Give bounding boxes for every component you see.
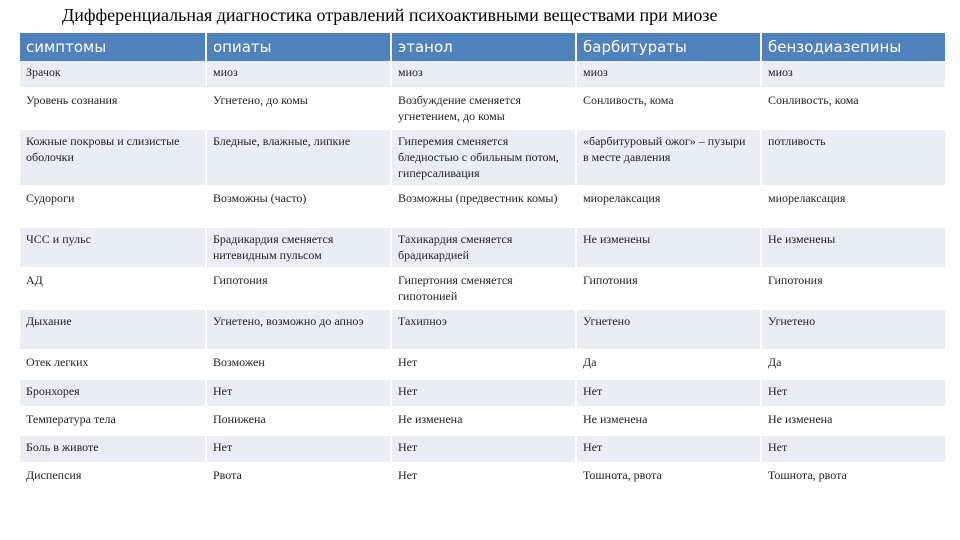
- cell-benzodiazepines: Не изменена: [761, 407, 945, 435]
- cell-symptom: Диспепсия: [20, 463, 206, 492]
- cell-ethanol: Не изменена: [391, 407, 576, 435]
- cell-symptom: ЧСС и пульс: [20, 227, 206, 268]
- cell-opiates: Рвота: [206, 463, 391, 492]
- cell-ethanol: Тахипноэ: [391, 309, 576, 350]
- table-row: [20, 407, 945, 435]
- cell-barbiturates: миоз: [576, 61, 761, 88]
- cell-opiates: Возможны (часто): [206, 186, 391, 227]
- cell-symptom: Отек легких: [20, 350, 206, 379]
- table-row: [20, 61, 945, 88]
- cell-barbiturates: «барбитуровый ожог» – пузыри в месте давления: [576, 129, 761, 186]
- table-body: [20, 61, 945, 492]
- header-cell-symptoms: симптомы: [20, 33, 206, 61]
- table-row: [20, 463, 945, 492]
- cell-opiates: Нет: [206, 435, 391, 463]
- header-cell-ethanol: этанол: [391, 33, 576, 61]
- cell-barbiturates: Гипотония: [576, 268, 761, 309]
- cell-barbiturates: Нет: [576, 435, 761, 463]
- cell-benzodiazepines: Угнетено: [761, 309, 945, 350]
- table-row: [20, 350, 945, 379]
- header-cell-barbiturates: барбитураты: [576, 33, 761, 61]
- table-header: [20, 33, 945, 61]
- cell-symptom: Уровень сознания: [20, 88, 206, 129]
- cell-opiates: Брадикардия сменяется нитевидным пульсом: [206, 227, 391, 268]
- cell-opiates: Угнетено, возможно до апноэ: [206, 309, 391, 350]
- cell-benzodiazepines: Сонливость, кома: [761, 88, 945, 129]
- cell-barbiturates: Тошнота, рвота: [576, 463, 761, 492]
- header-cell-opiates: опиаты: [206, 33, 391, 61]
- cell-symptom: Дыхание: [20, 309, 206, 350]
- cell-barbiturates: Угнетено: [576, 309, 761, 350]
- cell-benzodiazepines: миорелаксация: [761, 186, 945, 227]
- cell-benzodiazepines: Да: [761, 350, 945, 379]
- cell-benzodiazepines: Тошнота, рвота: [761, 463, 945, 492]
- table-row: [20, 186, 945, 227]
- cell-symptom: Зрачок: [20, 61, 206, 88]
- cell-benzodiazepines: миоз: [761, 61, 945, 88]
- table-row: [20, 309, 945, 350]
- cell-symptom: Температура тела: [20, 407, 206, 435]
- cell-ethanol: Тахикардия сменяется брадикардией: [391, 227, 576, 268]
- cell-ethanol: Возможны (предвестник комы): [391, 186, 576, 227]
- cell-benzodiazepines: потливость: [761, 129, 945, 186]
- cell-benzodiazepines: Гипотония: [761, 268, 945, 309]
- cell-benzodiazepines: Не изменены: [761, 227, 945, 268]
- cell-benzodiazepines: Нет: [761, 435, 945, 463]
- cell-symptom: Судороги: [20, 186, 206, 227]
- cell-barbiturates: Да: [576, 350, 761, 379]
- table-row: [20, 379, 945, 407]
- table-row: [20, 88, 945, 129]
- table-row: [20, 435, 945, 463]
- cell-opiates: Нет: [206, 379, 391, 407]
- cell-barbiturates: Нет: [576, 379, 761, 407]
- cell-opiates: Возможен: [206, 350, 391, 379]
- cell-ethanol: Гиперемия сменяется бледностью с обильным потом, гиперсаливация: [391, 129, 576, 186]
- cell-symptom: Кожные покровы и слизистые оболочки: [20, 129, 206, 186]
- header-row: [20, 33, 945, 61]
- cell-opiates: Угнетено, до комы: [206, 88, 391, 129]
- cell-ethanol: Нет: [391, 463, 576, 492]
- cell-benzodiazepines: Нет: [761, 379, 945, 407]
- cell-opiates: миоз: [206, 61, 391, 88]
- cell-ethanol: миоз: [391, 61, 576, 88]
- cell-barbiturates: Сонливость, кома: [576, 88, 761, 129]
- cell-barbiturates: Не изменена: [576, 407, 761, 435]
- table-row: [20, 227, 945, 268]
- cell-opiates: Бледные, влажные, липкие: [206, 129, 391, 186]
- cell-symptom: Боль в животе: [20, 435, 206, 463]
- symptoms-table: [20, 33, 945, 493]
- cell-ethanol: Гипертония сменяется гипотонией: [391, 268, 576, 309]
- table-row: [20, 129, 945, 186]
- cell-ethanol: Нет: [391, 379, 576, 407]
- header-cell-benzodiazepines: бензодиазепины: [761, 33, 945, 61]
- cell-symptom: АД: [20, 268, 206, 309]
- cell-opiates: Гипотония: [206, 268, 391, 309]
- page-title: Дифференциальная диагностика отравлений психоактивными веществами при миозе: [62, 5, 718, 25]
- cell-symptom: Бронхорея: [20, 379, 206, 407]
- cell-barbiturates: миорелаксация: [576, 186, 761, 227]
- cell-opiates: Понижена: [206, 407, 391, 435]
- cell-ethanol: Нет: [391, 350, 576, 379]
- cell-ethanol: Возбуждение сменяется угнетением, до комы: [391, 88, 576, 129]
- cell-barbiturates: Не изменены: [576, 227, 761, 268]
- table-row: [20, 268, 945, 309]
- cell-ethanol: Нет: [391, 435, 576, 463]
